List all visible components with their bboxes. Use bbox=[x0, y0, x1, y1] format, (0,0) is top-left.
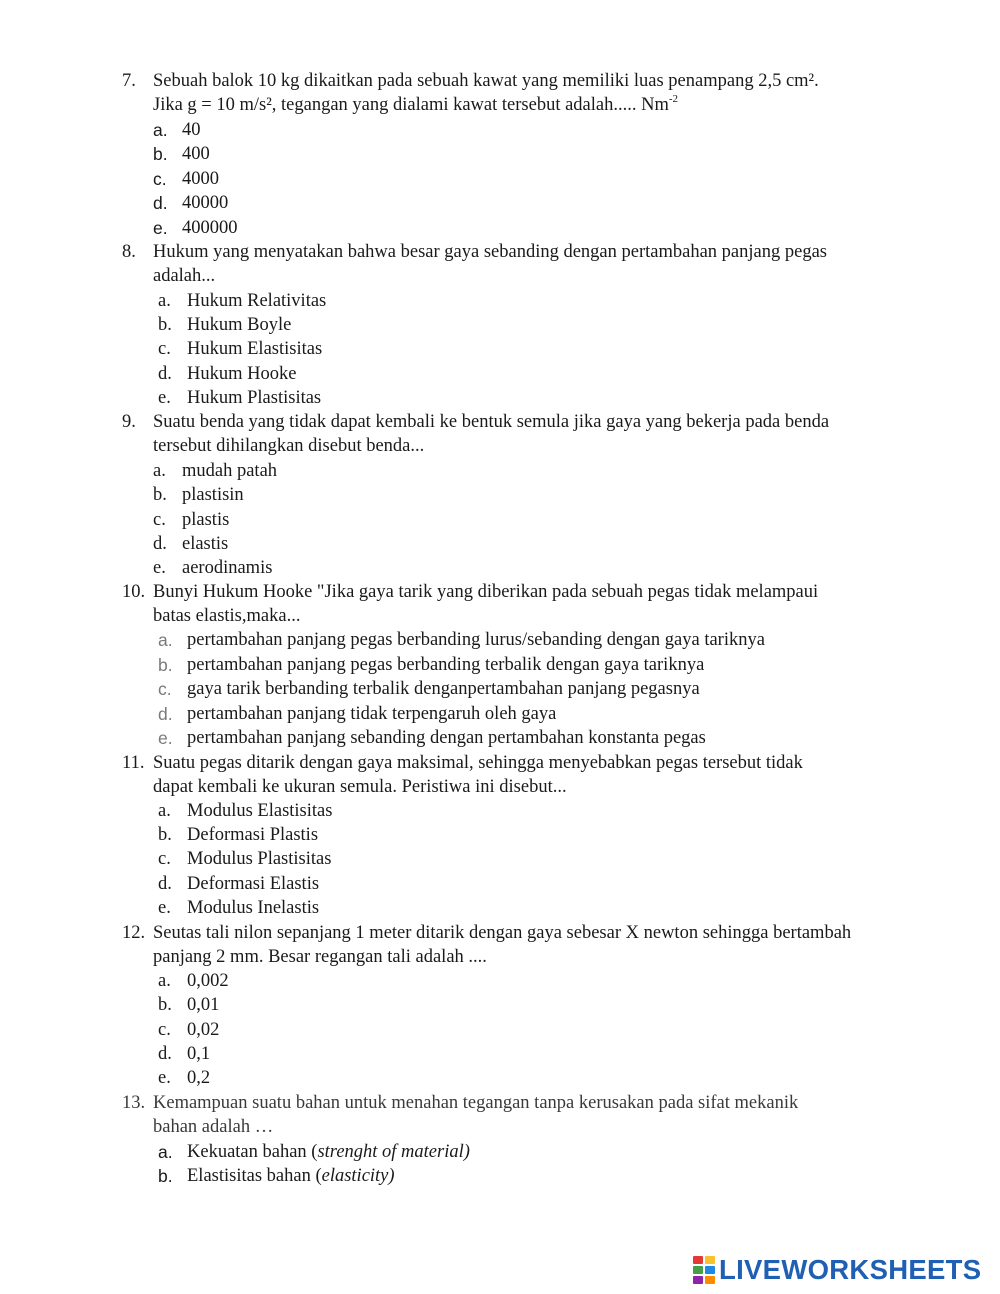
liveworksheets-icon bbox=[693, 1256, 715, 1284]
question-number: 12. bbox=[122, 923, 146, 943]
question-number: 7. bbox=[122, 71, 136, 91]
liveworksheets-logo[interactable] bbox=[693, 1255, 981, 1285]
question-number: 13. bbox=[122, 1093, 146, 1113]
question-number: 11. bbox=[122, 753, 145, 773]
question-text: Hukum yang menyatakan bahwa besar gaya sebanding dengan pertambahan panjang pegas adalah... bbox=[153, 242, 827, 287]
question-text: Bunyi Hukum Hooke "Jika gaya tarik yang diberikan pada sebuah pegas tidak melampaui batas elastis,maka... bbox=[153, 582, 819, 627]
question-text: Suatu pegas ditarik dengan gaya maksimal, sehingga menyebabkan pegas tersebut tidak dapat kembali ke ukuran semula. Peristiwa ini disebut... bbox=[153, 753, 803, 798]
question-text: Kemampuan suatu bahan untuk menahan tegangan tanpa kerusakan pada sifat mekanik bahan adalah … bbox=[153, 1093, 799, 1138]
question-text: Seutas tali nilon sepanjang 1 meter ditarik dengan gaya sebesar X newton sehingga bertambah panjang 2 mm. Besar regangan tali adalah .... bbox=[153, 923, 852, 968]
question-number: 10. bbox=[122, 582, 146, 602]
question-number: 9. bbox=[122, 412, 136, 432]
question-number: 8. bbox=[122, 242, 136, 262]
question-text: Sebuah balok 10 kg dikaitkan pada sebuah kawat yang memiliki luas penampang 2,5 cm². Jika g = 10 m/s², tegangan yang dialami kawat tersebut adalah..... $Nm^{-2}$ bbox=[153, 71, 819, 116]
logo-text: LIVEWORKSHEETS bbox=[719, 1254, 982, 1285]
worksheet-page: 7. Sebuah balok 10 kg dikaitkan pada sebuah kawat yang memiliki luas penampang 2,5 cm². Jika g = 10 m/s², tegangan yang dialami kawat tersebut adalah..... $Nm^{-2}$ a. 40 b. 400 c. 4000 d. 40000 e. 400000 8. Hukum yang menyatakan bahwa besar gaya sebanding dengan pertambahan panjang pegas adalah... a. Hukum Relativitas b. Hukum Boyle c. Hukum Elastisitas d. Hukum Hooke e. Hukum Plastisitas 9. Suatu benda yang tidak dapat kembali ke bentuk semula jika gaya yang bekerja pada benda tersebut dihilangkan disebut benda... a. mudah patah b. plastisin c. plastis d. elastis e. aerodinamis 10. Bunyi Hukum Hooke "Jika gaya tarik yang diberikan pada sebuah pegas tidak melampaui batas elastis,maka... a. pertambahan panjang pegas berbanding lurus/sebanding dengan gaya tariknya b. pertambahan panjang pegas berbanding terbalik dengan gaya tariknya c. gaya tarik berbanding terbalik denganpertambahan panjang pegasnya d. pertambahan panjang tidak terpengaruh oleh gaya e. pertambahan panjang sebanding dengan pertambahan konstanta pegas 11. Suatu pegas ditarik dengan gaya maksimal, sehingga menyebabkan pegas tersebut tidak dapat kembali ke ukuran semula. Peristiwa ini disebut... a. Modulus Elastisitas b. Deformasi Plastis c. Modulus Plastisitas d. Deformasi Elastis e. Modulus Inelastis 12. Seutas tali nilon sepanjang 1 meter ditarik dengan gaya sebesar X newton sehingga bertambah panjang 2 mm. Besar regangan tali adalah .... a. 0,002 b. 0,01 c. 0,02 d. 0,1 e. 0,2 13. Kemampuan suatu bahan untuk menahan tegangan tanpa kerusakan pada sifat mekanik bahan adalah … a. Kekuatan bahan (strenght of material) b. Elastisitas bahan (elasticity) LIVEWORKSHEETS bbox=[122, 71, 982, 1285]
question-text: Suatu benda yang tidak dapat kembali ke bentuk semula jika gaya yang bekerja pada benda tersebut dihilangkan disebut benda... bbox=[153, 412, 830, 457]
